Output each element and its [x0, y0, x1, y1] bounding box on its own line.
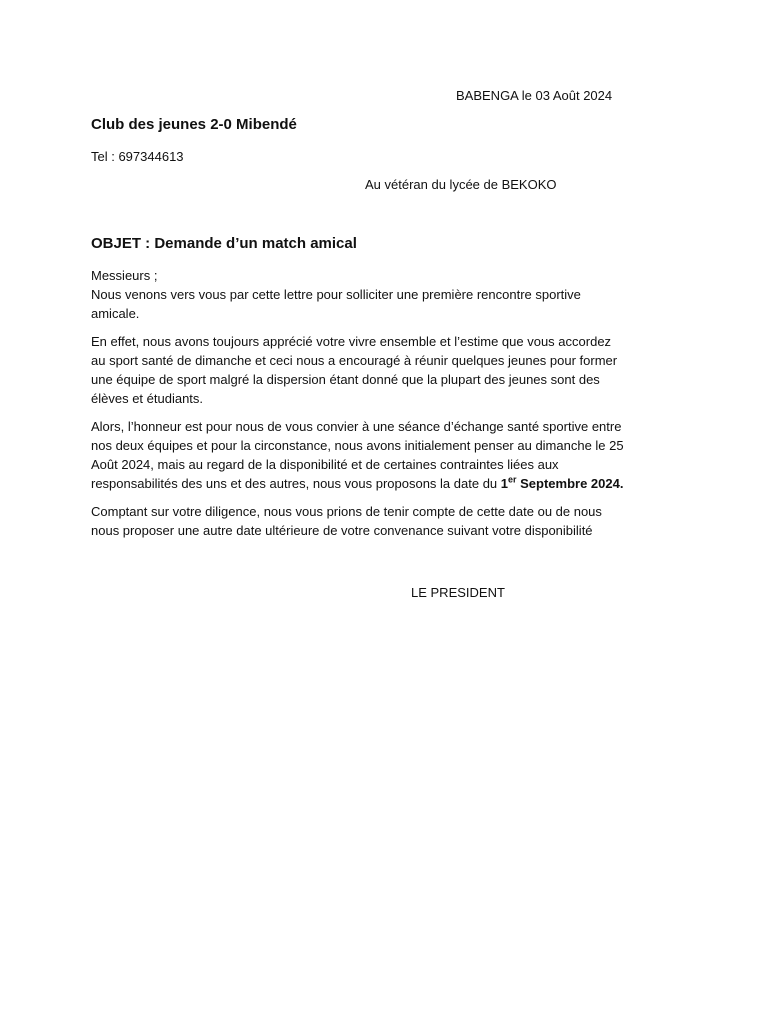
paragraph-2 — [91, 332, 681, 408]
body-line: nos deux équipes et pour la circonstance, nous avons initialement penser au dimanche le 25 — [91, 438, 624, 453]
sender-name: Club des jeunes 2-0 Mibendé — [91, 116, 297, 133]
proposed-date-ordinal: er — [508, 474, 517, 485]
body-line: nous proposer une autre date ultérieure de votre convenance suivant votre disponibilité — [91, 523, 593, 538]
body-line: au sport santé de dimanche et ceci nous a encouragé à réunir quelques jeunes pour former — [91, 353, 618, 368]
sender-telephone: Tel : 697344613 — [91, 149, 184, 164]
proposed-date — [501, 476, 624, 491]
body-line: une équipe de sport malgré la dispersion étant donné que la plupart des jeunes sont des — [91, 372, 600, 387]
body-line: Août 2024, mais au regard de la disponibilité et de certaines contraintes liées aux — [91, 457, 559, 472]
signature-title: LE PRESIDENT — [411, 585, 505, 600]
body-line-with-date — [91, 474, 681, 493]
body-line: Nous venons vers vous par cette lettre pour solliciter une première rencontre sportive — [91, 287, 581, 302]
salutation: Messieurs ; — [91, 268, 158, 283]
body-line: Alors, l’honneur est pour nous de vous convier à une séance d’échange santé sportive entre — [91, 419, 622, 434]
letter-subject: OBJET : Demande d’un match amical — [91, 235, 357, 252]
letter-body — [91, 266, 681, 549]
recipient: Au vétéran du lycée de BEKOKO — [365, 177, 557, 192]
paragraph-4 — [91, 502, 681, 540]
place-date: BABENGA le 03 Août 2024 — [456, 88, 613, 103]
proposed-date-rest: Septembre 2024. — [516, 476, 624, 491]
body-line: Comptant sur votre diligence, nous vous prions de tenir compte de cette date ou de nous — [91, 504, 602, 519]
body-line: En effet, nous avons toujours apprécié votre vivre ensemble et l’estime que vous accordez — [91, 334, 612, 349]
body-line: élèves et étudiants. — [91, 391, 204, 406]
paragraph-3 — [91, 417, 681, 493]
body-line: amicale. — [91, 306, 140, 321]
paragraph-salutation — [91, 266, 681, 323]
proposed-date-day: 1 — [500, 476, 508, 491]
date-prefix: responsabilités des uns et des autres, nous vous proposons la date du — [91, 476, 501, 491]
